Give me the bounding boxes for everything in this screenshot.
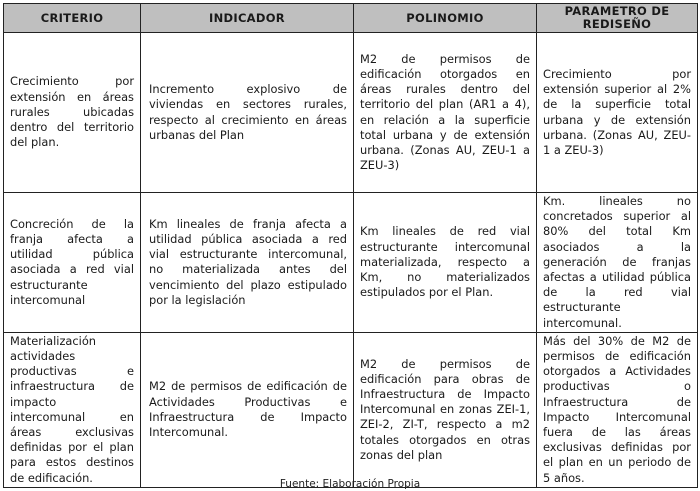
cell-polinomio: M2 de permisos de edificación otorgados en áreas rurales dentro del territorio del plan (AR1 a 4), en relación a la superficie total urbana y de extensión urbana. (Zonas AU, ZEU-1 a ZEU-3) bbox=[354, 33, 537, 193]
cell-parametro: Crecimiento por extensión superior al 2% de la superficie total urbana y de extensión urbana. (Zonas AU, ZEU-1 a ZEU-3) bbox=[537, 33, 698, 193]
header-parametro: PARAMETRO DE REDISEÑO bbox=[537, 4, 698, 33]
cell-indicador: M2 de permisos de edificación de Actividades Productivas e Infraestructura de Impacto Intercomunal. bbox=[141, 332, 354, 487]
source-caption: Fuente: Elaboración Propia bbox=[279, 478, 421, 490]
criteria-table bbox=[3, 3, 698, 488]
table-row bbox=[4, 332, 698, 487]
cell-parametro: Km. lineales no concretados superior al 80% del total Km asociados a la generación de franjas afectas a utilidad pública de la red vial estructurante intercomunal. bbox=[537, 193, 698, 333]
cell-criterio: Concreción de la franja afecta a utilidad pública asociada a red vial estructurante intercomunal bbox=[4, 193, 141, 333]
cell-parametro: Más del 30% de M2 de permisos de edificación otorgados a Actividades productivas o Infraestructura de Impacto Intercomunal fuera de las áreas exclusivas definidas por el plan en un periodo de 5 años. bbox=[537, 332, 698, 487]
cell-indicador: Incremento explosivo de viviendas en sectores rurales, respecto al crecimiento en áreas urbanas del Plan bbox=[141, 33, 354, 193]
cell-polinomio: M2 de permisos de edificación para obras de Infraestructura de Impacto Intercomunal en zonas ZEI-1, ZEI-2, ZI-T, respecto a m2 totales otorgados en otras zonas del plan bbox=[354, 332, 537, 487]
cell-indicador: Km lineales de franja afecta a utilidad pública asociada a red vial estructurante intercomunal, no materializada antes del vencimiento del plazo estipulado por la legislación bbox=[141, 193, 354, 333]
header-row bbox=[4, 4, 698, 33]
cell-polinomio: Km lineales de red vial estructurante intercomunal materializada, respecto a Km, no materializados estipulados por el Plan. bbox=[354, 193, 537, 333]
cell-criterio: Materialización actividades productivas e infraestructura de impacto intercomunal en áreas exclusivas definidas por el plan para estos destinos de edificación. bbox=[4, 332, 141, 487]
header-indicador: INDICADOR bbox=[141, 4, 354, 33]
table-row bbox=[4, 33, 698, 193]
table-row bbox=[4, 193, 698, 333]
criteria-table-container bbox=[3, 3, 697, 488]
header-polinomio: POLINOMIO bbox=[354, 4, 537, 33]
cell-criterio: Crecimiento por extensión en áreas rurales ubicadas dentro del territorio del plan. bbox=[4, 33, 141, 193]
header-criterio: CRITERIO bbox=[4, 4, 141, 33]
